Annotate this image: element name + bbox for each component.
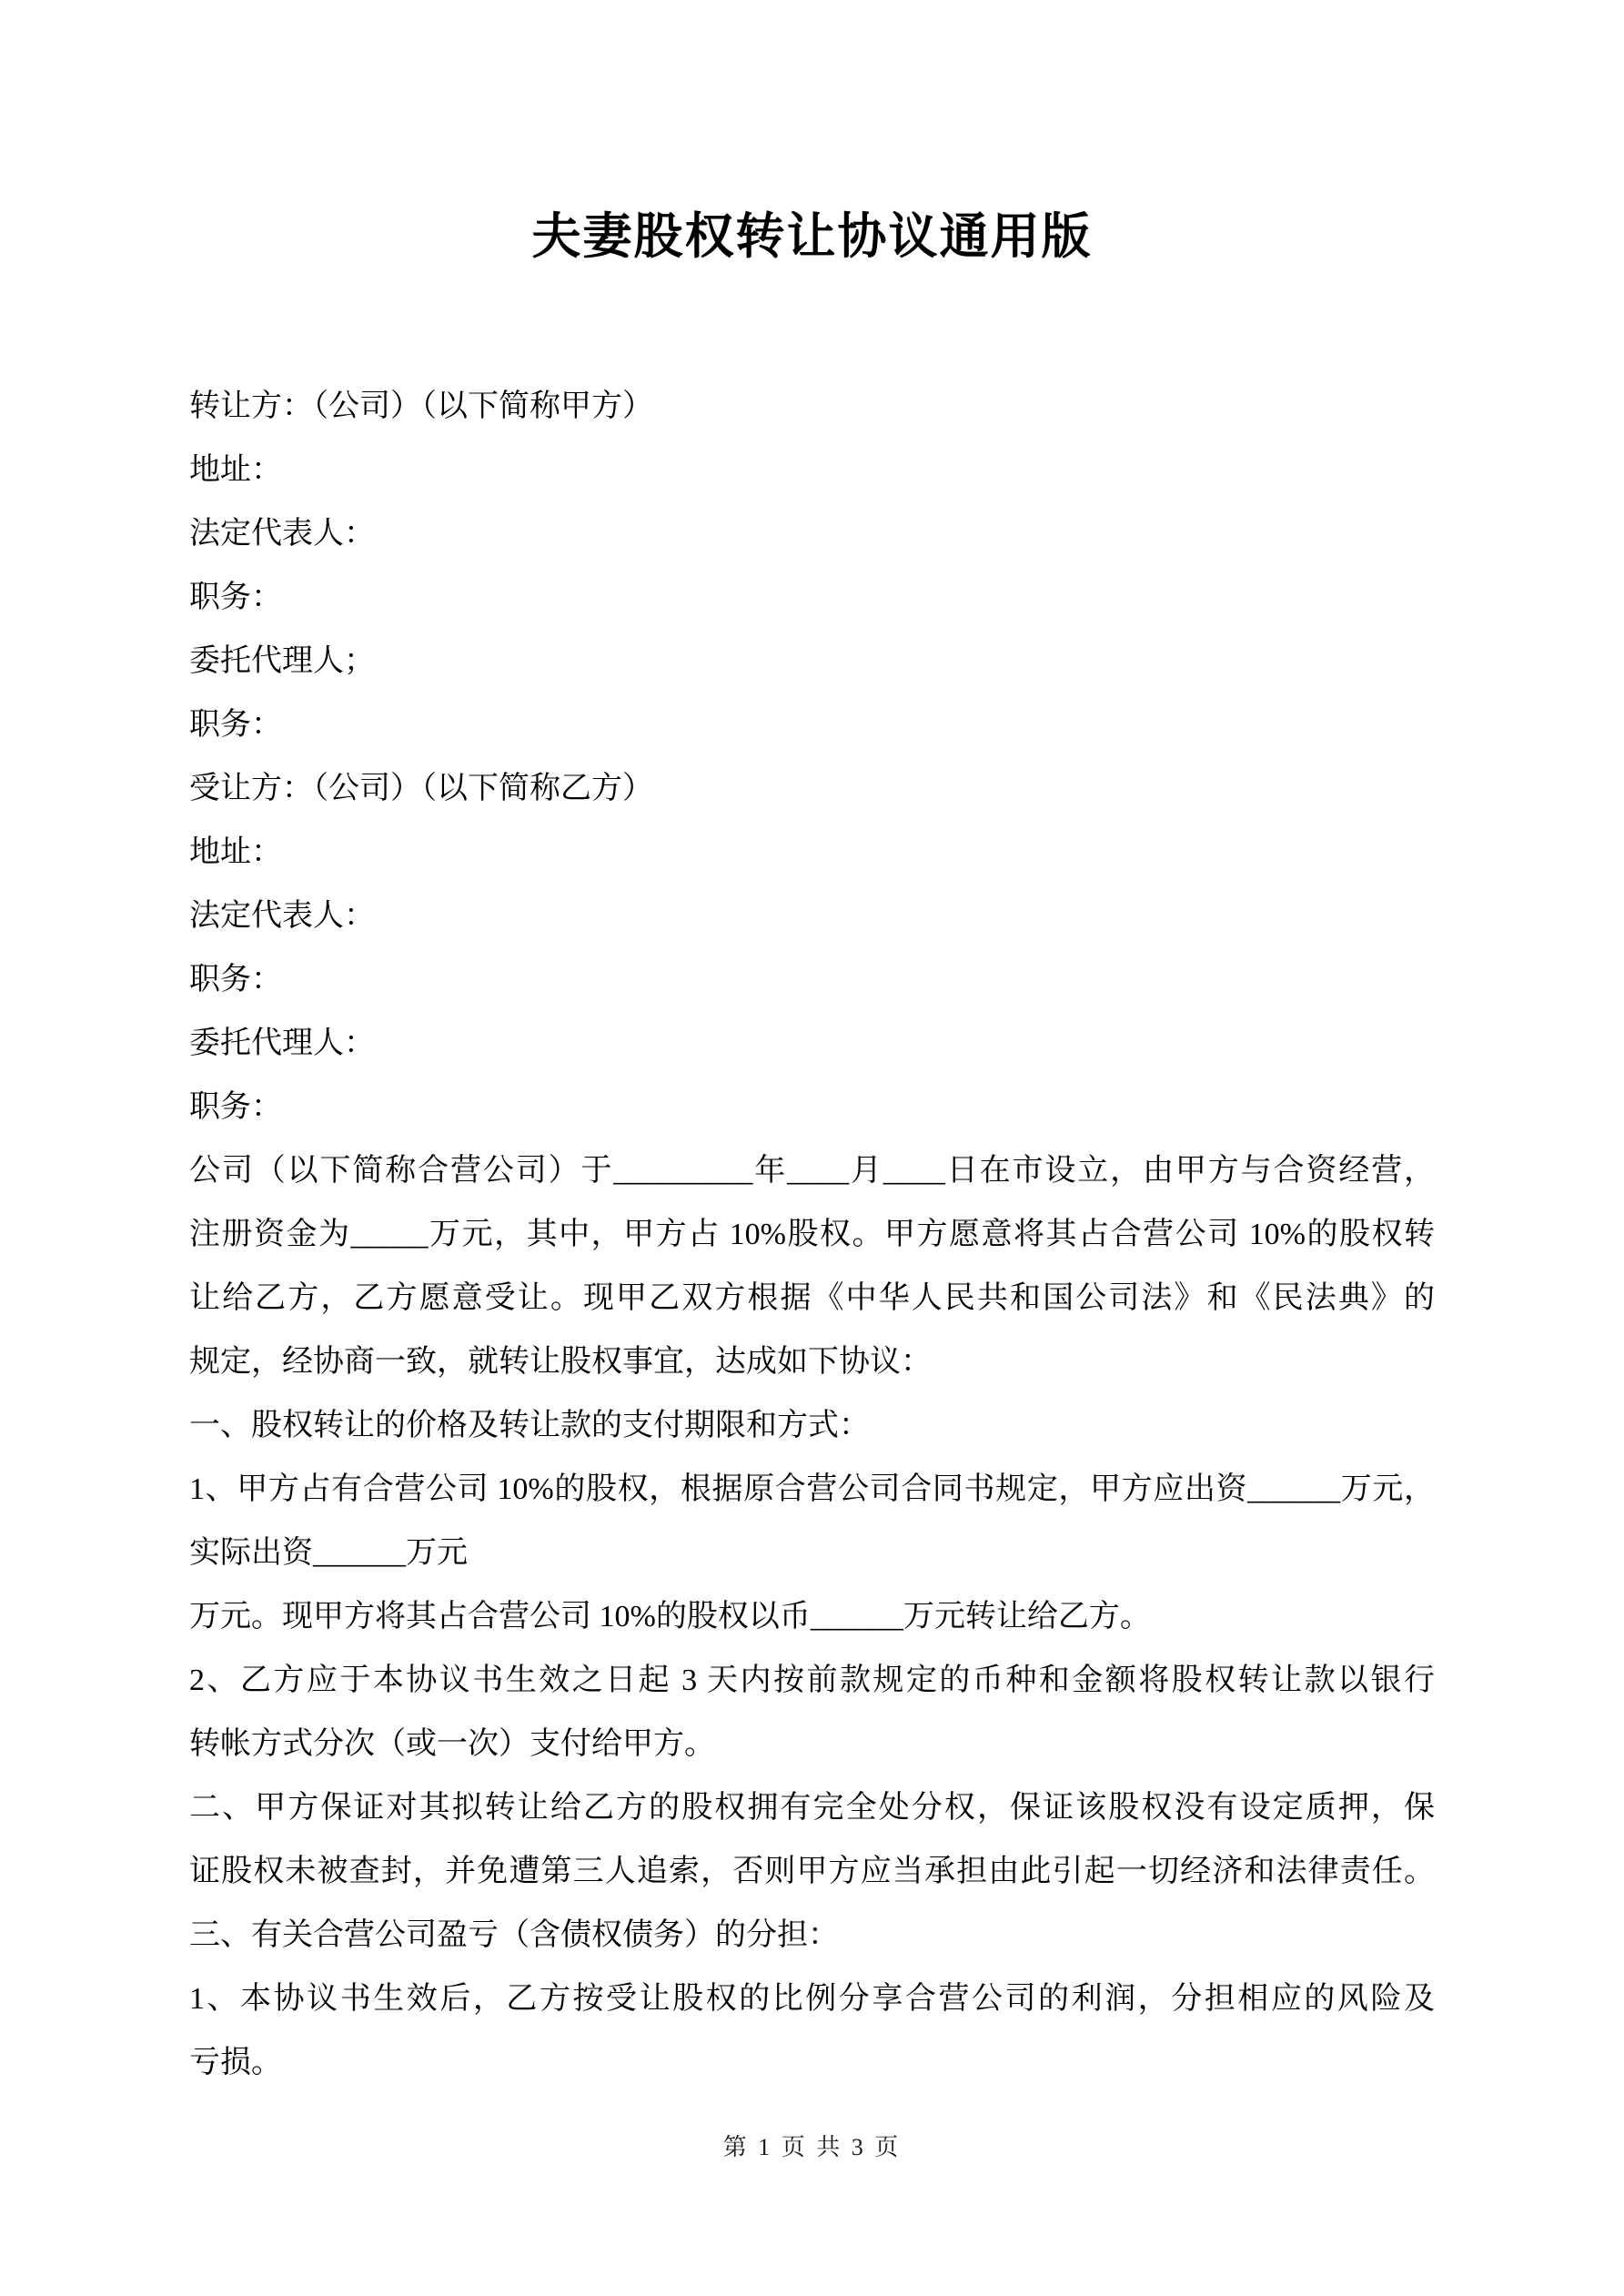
document-body: [189, 375, 1435, 2095]
document-line: 一、股权转让的价格及转让款的支付期限和方式：: [189, 1409, 870, 1442]
document-line: 三、有关合营公司盈亏（含债权债务）的分担：: [189, 1918, 839, 1952]
document-line: 职务：: [189, 963, 282, 996]
document-line: 职务：: [189, 1090, 282, 1124]
document-line: 委托代理人：: [189, 1027, 375, 1060]
document-line: 让给乙方，乙方愿意受让。现甲乙双方根据《中华人民共和国公司法》和《民法典》的: [189, 1281, 1435, 1315]
document-line: 公司（以下简称合营公司）于_________年____月____日在市设立，由甲方与合资经营，: [189, 1154, 1435, 1188]
document-line: 2、乙方应于本协议书生效之日起 3 天内按前款规定的币种和金额将股权转让款以银行: [189, 1664, 1435, 1697]
document-line: 规定，经协商一致，就转让股权事宜，达成如下协议：: [189, 1345, 932, 1379]
document-line: 转让方：（公司）（以下简称甲方）: [189, 389, 653, 423]
document-line: 受让方：（公司）（以下简称乙方）: [189, 772, 653, 805]
document-title: 夫妻股权转让协议通用版: [531, 209, 1093, 264]
document-line: 法定代表人：: [189, 899, 375, 933]
document-line: 地址：: [189, 835, 282, 869]
document-line: 证股权未被查封，并免遭第三人追索，否则甲方应当承担由此引起一切经济和法律责任。: [189, 1855, 1435, 1888]
document-line: 1、甲方占有合营公司 10%的股权，根据原合营公司合同书规定，甲方应出资______万元，: [189, 1472, 1435, 1506]
document-line: 1、本协议书生效后，乙方按受让股权的比例分享合营公司的利润，分担相应的风险及: [189, 1982, 1435, 2016]
document-line: 职务：: [189, 708, 282, 742]
document-line: 注册资金为_____万元，其中，甲方占 10%股权。甲方愿意将其占合营公司 10%的股权转: [189, 1218, 1435, 1251]
document-line: 转帐方式分次（或一次）支付给甲方。: [189, 1727, 715, 1761]
document-line: 亏损。: [189, 2046, 282, 2079]
document-line: 职务：: [189, 581, 282, 614]
document-line: 实际出资______万元: [189, 1536, 468, 1570]
page-footer: 第 1 页 共 3 页: [722, 2134, 902, 2160]
document-line: 地址：: [189, 453, 282, 487]
document-line: 法定代表人：: [189, 517, 375, 551]
document-line: 委托代理人；: [189, 644, 375, 678]
document-line: 二、甲方保证对其拟转让给乙方的股权拥有完全处分权，保证该股权没有设定质押，保: [189, 1791, 1435, 1825]
document-line: 万元。现甲方将其占合营公司 10%的股权以币______万元转让给乙方。: [189, 1600, 1151, 1633]
